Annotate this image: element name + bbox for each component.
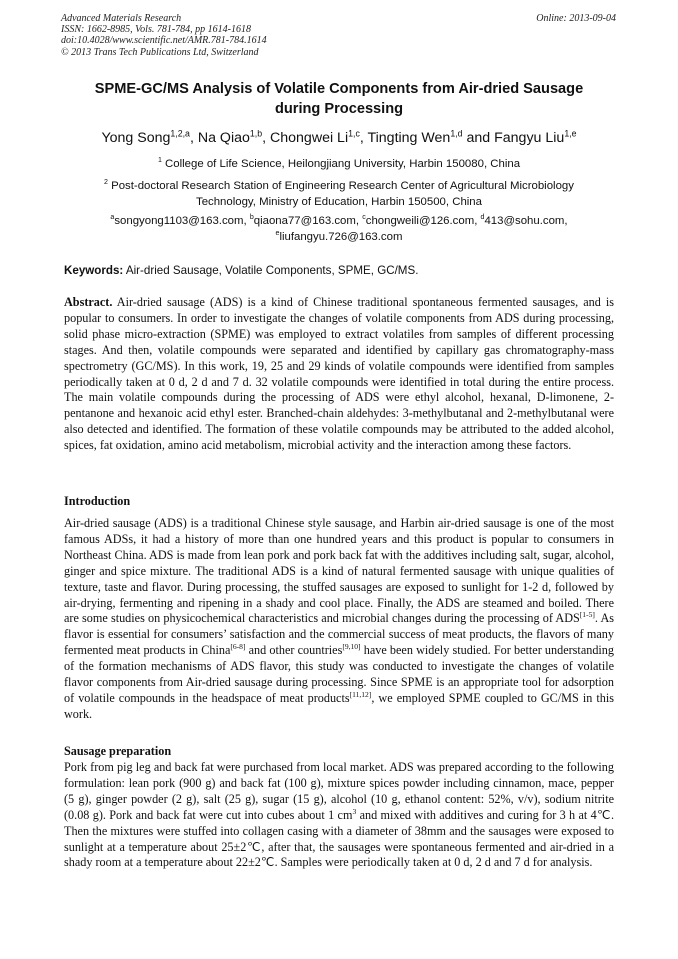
author-separator: , xyxy=(359,130,368,146)
citation: [11,12] xyxy=(349,689,372,699)
email-address: chongweili@126.com, xyxy=(365,215,481,227)
affiliation-text: College of Life Science, Heilongjiang University, Harbin 150080, China xyxy=(165,158,521,170)
email-address: qiaona77@163.com, xyxy=(253,215,363,227)
email-address: 413@sohu.com, xyxy=(484,215,568,227)
abstract-text: Air-dried sausage (ADS) is a kind of Chinese traditional spontaneous fermented sausages, and is popular to consumers. In order to investigate the changes of volatile components from ADS during processing, solid phase micro-extraction (SPME) was employed to extract volatiles from samples of different processing stages. And then, volatile compounds were separated and identified by capillary gas chromatography-mass spectrometry (GC/MS). In this work, 19, 25 and 29 kinds of volatile compounds were identified from samples periodically taken at 0 d, 2 d and 7 d. 32 volatile compounds were identified in total during the entire process. The main volatile compounds during the processing of ADS were ethyl alcohol, hexanal, D-limonene, 2-pentanone and hexanoic acid ethyl ester. Branched-chain aldehydes: 3-methylbutanal and 2-methylbutanal were also detected and identified. The formation of these volatile compounds may be attributed to the added alcohol, spices, fat oxidation, amino acid metabolism, microbial activity and the interaction among these factors. xyxy=(64,295,614,453)
author-affil-sup: 1,b xyxy=(249,128,263,139)
email-address: liufangyu.726@163.com xyxy=(279,231,403,243)
issn-line: ISSN: 1662-8985, Vols. 781-784, pp 1614-1618 xyxy=(61,24,251,36)
journal-name: Advanced Materials Research xyxy=(61,13,182,24)
author-name: Tingting Wen xyxy=(367,130,451,146)
keywords-label: Keywords: xyxy=(64,264,124,277)
author-affil-sup: 1,c xyxy=(348,128,360,139)
author-list xyxy=(64,130,614,146)
author-name: Na Qiao xyxy=(197,130,250,146)
author-name: Yong Song xyxy=(101,130,171,146)
affiliation-1 xyxy=(64,156,614,172)
citation: [9,10] xyxy=(342,642,361,652)
author-name: Chongwei Li xyxy=(270,130,349,146)
introduction-heading: Introduction xyxy=(64,494,131,508)
abstract-label: Abstract. xyxy=(64,295,113,309)
journal-header xyxy=(61,13,267,58)
author-separator: , xyxy=(189,130,198,146)
author-name: Fangyu Liu xyxy=(494,130,565,146)
email-sup: b xyxy=(249,214,254,222)
paper-title xyxy=(64,79,614,119)
author-affil-sup: 1,2,a xyxy=(170,128,190,139)
email-list xyxy=(64,213,614,245)
copyright-line: © 2013 Trans Tech Publications Ltd, Switzerland xyxy=(61,46,259,58)
affiliation-text: Technology, Ministry of Education, Harbin 150500, China xyxy=(196,196,482,208)
email-sup: c xyxy=(362,214,366,222)
abstract xyxy=(64,295,614,454)
affiliation-sup: 2 xyxy=(104,179,108,187)
title-line-1: SPME-GC/MS Analysis of Volatile Components from Air-dried Sausage xyxy=(94,81,584,97)
affiliation-2 xyxy=(64,178,614,210)
author-separator: and xyxy=(462,130,495,146)
email-address: songyong1103@163.com, xyxy=(114,215,250,227)
affiliation-sup: 1 xyxy=(157,157,162,165)
sausage-preparation-heading: Sausage preparation xyxy=(64,744,172,758)
email-sup: d xyxy=(480,214,485,222)
title-line-2: during Processing xyxy=(274,101,404,117)
email-sup: e xyxy=(275,230,280,238)
citation: [6-8] xyxy=(230,642,246,652)
keywords xyxy=(64,264,614,277)
citation: [1-5] xyxy=(579,610,595,620)
online-date: Online: 2013-09-04 xyxy=(536,13,616,24)
introduction-paragraph: Air-dried sausage (ADS) is a traditional Chinese style sausage, and Harbin air-dried sausage is one of the most famous ADSs, it had a history of more than one hundred years and this product is popular to consumers in Northeast China. ADS is made from lean pork and pork back fat with the additives including salt, sugar, alcohol, ginger and spice mixture. The traditional ADS is a kind of natural fermented sausage with unique qualities of texture, taste and flavor. During processing, the stuffed sausages are exposed to sunlight for 1-2 d, followed by air-drying, fermenting and ripening in a shady and cool place. Finally, the ADS are steamed and boiled. There are some studies on physicochemical characteristics and microbial changes during the processing of ADS[1-5]. As flavor is essential for consumers’ satisfaction and the commercial success of meat products, the flavors of many fermented meat products in China[6-8] and other countries[9,10] have been widely studied. For better understanding of the formation mechanisms of ADS flavor, this study was conducted to investigate the changes of volatile flavor components from Air-dried sausage during processing. Since SPME is an appropriate tool for adsorption of volatile compounds in the headspace of meat products[11,12], we employed SPME coupled to GC/MS in this work. xyxy=(64,516,614,721)
superscript: 3 xyxy=(352,806,357,816)
author-affil-sup: 1,d xyxy=(450,128,463,139)
sausage-preparation-paragraph: Pork from pig leg and back fat were purchased from local market. ADS was prepared according to the following formulation: lean pork (900 g) and back fat (100 g), mixture spices powder including cinnamon, mace, pepper (5 g), ginger powder (2 g), salt (25 g), sugar (15 g), alcohol (10 g, ethanol content: 52%, v/v), sodium nitrite (0.08 g). Pork and back fat were cut into cubes about 1 $cm^3$ and mixed with additives and curing for 3 h at 4℃. Then the mixtures were stuffed into collagen casing with a diameter of 38mm and the sausages were exposed to sunlight at a temperature about 25±2℃, after that, the sausages were spontaneous fermented and air-dried in a shady room at a temperature about 22±2℃. Samples were periodically taken at 0 d, 2 d and 7 d for analysis. xyxy=(64,760,615,870)
email-sup: a xyxy=(110,214,115,222)
doi-line: doi:10.4028/www.scientific.net/AMR.781-784.1614 xyxy=(61,35,267,47)
keywords-text: Air-dried Sausage, Volatile Components, SPME, GC/MS. xyxy=(123,264,419,277)
affiliation-text: Post-doctoral Research Station of Engineering Research Center of Agricultural Microbiology xyxy=(111,180,574,192)
author-separator: , xyxy=(262,130,271,146)
author-affil-sup: 1,e xyxy=(564,128,577,139)
